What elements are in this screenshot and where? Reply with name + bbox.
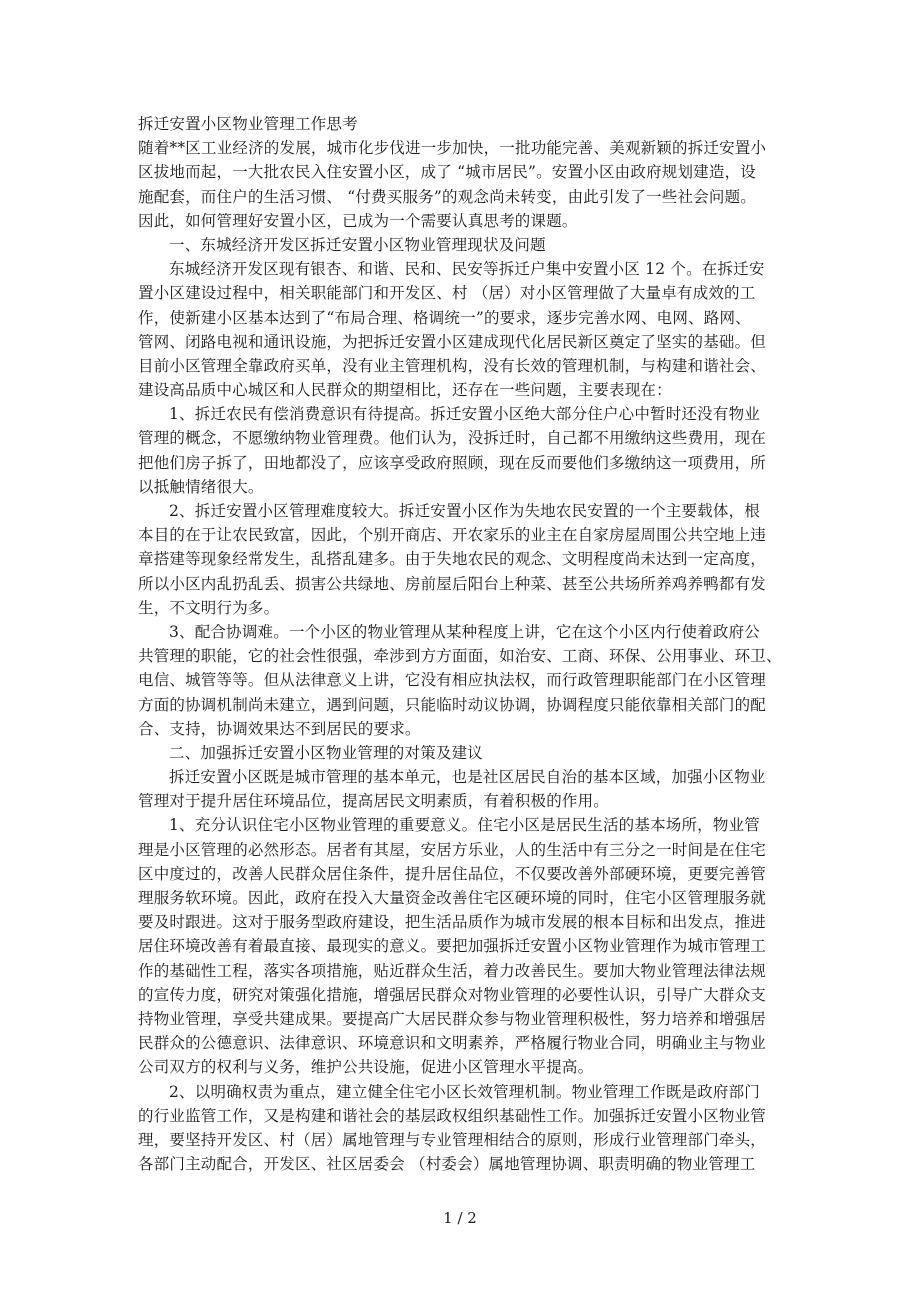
text-line: 一、东城经济开发区拆迁安置小区物业管理现状及问题 [169,235,546,254]
text-line: 生，不文明行为多。 [138,598,280,617]
text-line: 共管理的职能，它的社会性很强，牵涉到方方面面，如治安、工商、环保、公用事业、环卫、 [138,647,782,666]
document-body [138,112,784,1176]
text-line: 3、配合协调难。一个小区的物业管理从某种程度上讲，它在这个小区内行使着政府公 [169,622,760,641]
text-line: 理服务软环境。因此，政府在投入大量资金改善住宅区硬环境的同时，住宅小区管理服务就 [138,889,767,907]
text-line: 理，要坚持开发区、村（居）属地管理与专业管理相结合的原则，形成行业管理部门牵头， [138,1130,767,1149]
text-line: 持物业管理，享受共建成果。要提高广大居民群众参与物业管理积极性，努力培养和增强居 [138,1009,767,1028]
text-line: 管理对于提升居住环境品位，提高居民文明素质，有着积极的作用。 [138,792,610,811]
text-line: 随着**区工业经济的发展，城市化步伐进一步加快，一批功能完善、美观新颖的拆迁安置小 [138,139,767,158]
text-line: 建设高品质中心城区和人民群众的期望相比，还存在一些问题，主要表现在： [138,381,672,400]
page-number: 1 / 2 [443,1209,477,1227]
text-line: 要及时跟进。这对于服务型政府建设，把生活品质作为城市发展的根本目标和出发点，推进 [138,913,767,932]
text-line: 置小区建设过程中，相关职能部门和开发区、村 （居）对小区管理做了大量卓有成效的工 [138,284,756,303]
text-line: 作，使新建小区基本达到了“布局合理、格调统一”的要求，逐步完善水网、电网、路网、 [138,308,751,327]
text-line: 拆迁安置小区既是城市管理的基本单元，也是社区居民自治的基本区域，加强小区物业 [169,768,766,787]
text-line: 因此，如何管理好安置小区，已成为一个需要认真思考的课题。 [138,211,578,230]
text-line: 民群众的公德意识、法律意识、环境意识和文明素养，严格履行物业合同，明确业主与物业 [138,1034,767,1053]
text-line: 区中度过的，改善人民群众居住条件，提升居住品位，不仅要改善外部硬环境，更要完善管 [138,864,767,883]
text-line: 章搭建等现象经常发生，乱搭乱建多。由于失地农民的观念、文明程度尚未达到一定高度， [138,550,767,569]
text-line: 施配套，而住户的生活习惯、 “付费买服务”的观念尚未转变，由此引发了一些社会问题。 [138,187,756,206]
text-line: 管理的概念，不愿缴纳物业管理费。他们认为，没拆迁时，自己都不用缴纳这些费用，现在 [138,429,767,448]
text-line: 管网、闭路电视和通讯设施，为把拆迁安置小区建成现代化居民新区奠定了坚实的基础。但 [138,332,767,351]
text-line: 合、支持，协调效果达不到居民的要求。 [138,719,421,738]
text-line: 方面的协调机制尚未建立，遇到问题，只能临时动议协调，协调程度只能依靠相关部门的配 [138,695,767,714]
text-line: 居住环境改善有着最直接、最现实的意义。要把加强拆迁安置小区物业管理作为城市管理工 [138,937,767,956]
text-line: 把他们房子拆了，田地都没了，应该享受政府照顾，现在反而要他们多缴纳这一项费用，所 [138,453,767,472]
text-line: 1、充分认识住宅小区物业管理的重要意义。住宅小区是居民生活的基本场所，物业管 [169,816,760,835]
text-line: 电信、城管等等。但从法律意义上讲，它没有相应执法权，而行政管理职能部门在小区管理 [138,671,767,690]
text-line: 区拔地而起，一大批农民入住安置小区，成了 “城市居民”。安置小区由政府规划建造，设 [138,163,756,182]
text-line: 理是小区管理的必然形态。居者有其屋，安居方乐业，人的生活中有三分之一时间是在住宅 [138,840,767,859]
text-line: 1、拆迁农民有偿消费意识有待提高。拆迁安置小区绝大部分住户心中暂时还没有物业 [169,405,760,424]
text-line: 目前小区管理全靠政府买单，没有业主管理机构，没有长效的管理机制，与构建和谐社会、 [138,356,767,375]
text-line: 各部门主动配合，开发区、社区居委会 （村委会）属地管理协调、职责明确的物业管理工 [138,1155,756,1174]
text-line: 本目的在于让农民致富，因此，个别开商店、开农家乐的业主在自家房屋周围公共空地上违 [138,526,767,545]
text-line: 2、以明确权责为重点，建立健全住宅小区长效管理机制。物业管理工作既是政府部门 [169,1082,760,1101]
text-line: 二、加强拆迁安置小区物业管理的对策及建议 [169,743,484,762]
document-title: 拆迁安置小区物业管理工作思考 [138,115,358,133]
text-line: 作的基础性工程，落实各项措施，贴近群众生活，着力改善民生。要加大物业管理法律法规 [138,961,767,980]
text-line: 2、拆迁安置小区管理难度较大。拆迁安置小区作为失地农民安置的一个主要载体，根 [169,502,760,520]
text-line: 东城经济开发区现有银杏、和谐、民和、民安等拆迁户集中安置小区 12 个。在拆迁安 [169,260,765,279]
text-line: 的宣传力度，研究对策强化措施，增强居民群众对物业管理的必要性认识，引导广大群众支 [138,985,767,1004]
text-line: 所以小区内乱扔乱丢、损害公共绿地、房前屋后阳台上种菜、甚至公共场所养鸡养鸭都有发 [138,574,767,593]
text-line: 公司双方的权利与义务，维护公共设施，促进小区管理水平提高。 [138,1058,594,1077]
text-line: 的行业监管工作，又是构建和谐社会的基层政权组织基础性工作。加强拆迁安置小区物业管 [138,1106,767,1125]
text-line: 以抵触情绪很大。 [138,477,264,496]
